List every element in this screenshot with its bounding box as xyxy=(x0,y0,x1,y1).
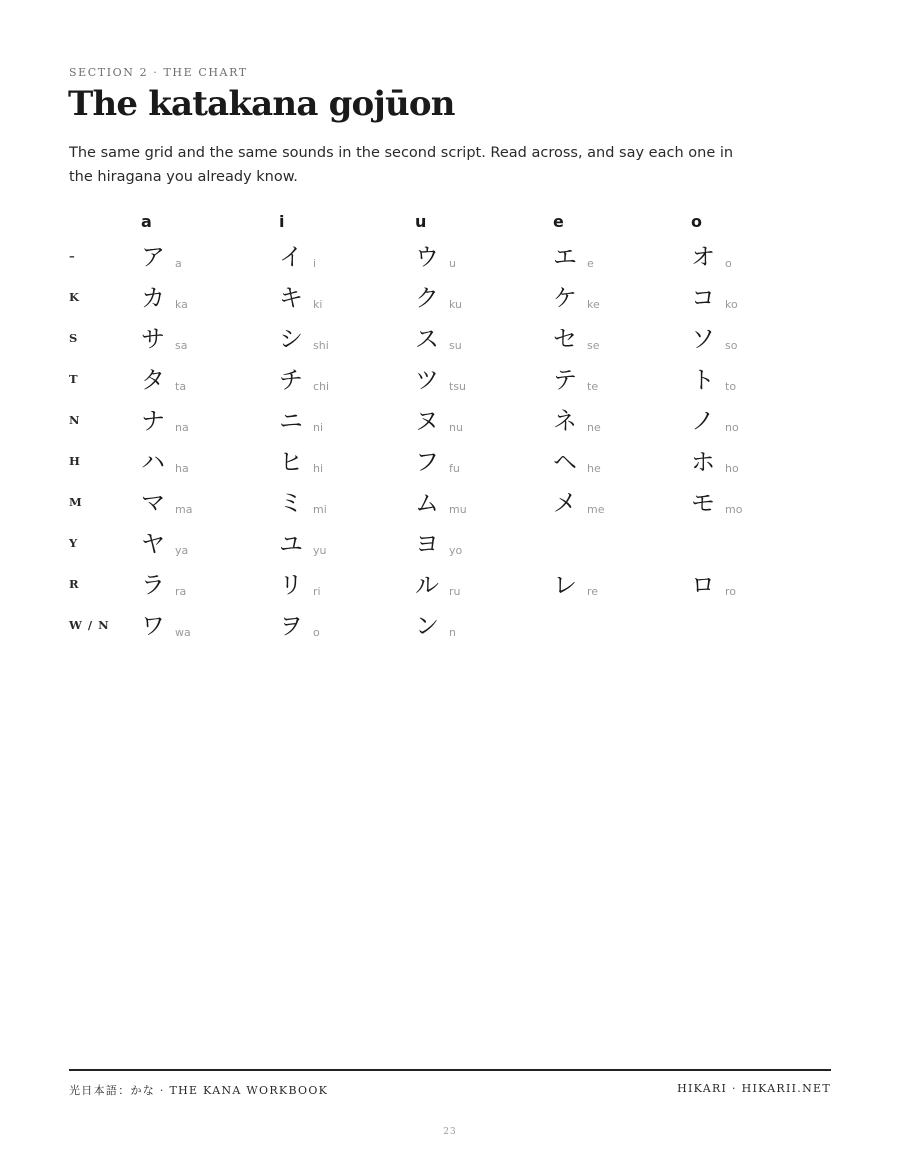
chart-row xyxy=(69,242,831,283)
romaji-reading: ya xyxy=(175,544,189,557)
kana-character: ハ xyxy=(141,448,165,476)
chart-row xyxy=(69,283,831,324)
kana-character: オ xyxy=(691,243,715,271)
vowel-header-row xyxy=(69,208,831,242)
kana-cell xyxy=(279,488,409,529)
kana-character: ト xyxy=(691,366,715,394)
kana-cell xyxy=(141,365,271,406)
kana-cell xyxy=(415,611,545,652)
romaji-reading: wa xyxy=(175,626,191,639)
row-label: – xyxy=(69,249,76,263)
chart-row xyxy=(69,570,831,611)
kana-cell xyxy=(141,488,271,529)
kana-character: ニ xyxy=(279,407,303,435)
romaji-reading: ru xyxy=(449,585,461,598)
page-number: 23 xyxy=(443,1127,457,1137)
row-label: S xyxy=(69,331,79,345)
kana-character: ミ xyxy=(279,489,303,517)
kana-character: テ xyxy=(553,366,577,394)
kana-cell xyxy=(279,611,409,652)
romaji-reading: fu xyxy=(449,462,460,475)
kana-character: ク xyxy=(415,284,439,312)
kana-cell xyxy=(553,488,683,529)
kana-character: サ xyxy=(141,325,165,353)
romaji-reading: ha xyxy=(175,462,189,475)
kana-cell xyxy=(553,447,683,488)
kana-cell xyxy=(691,447,821,488)
chart-row xyxy=(69,529,831,570)
kana-character: ロ xyxy=(691,571,715,599)
romaji-reading: na xyxy=(175,421,189,434)
kana-character: ツ xyxy=(415,366,439,394)
romaji-reading: mi xyxy=(313,503,327,516)
row-label: K xyxy=(69,290,80,304)
kana-cell xyxy=(691,570,821,611)
romaji-reading: ne xyxy=(587,421,601,434)
romaji-reading: mu xyxy=(449,503,467,516)
romaji-reading: shi xyxy=(313,339,329,352)
vowel-header-o: o xyxy=(691,212,702,231)
kana-cell xyxy=(691,529,821,570)
footer-publisher: HIKARI · HIKARII.NET xyxy=(677,1082,831,1095)
kana-character: モ xyxy=(691,489,715,517)
chart-rows xyxy=(69,242,831,652)
katakana-chart xyxy=(69,208,831,652)
kana-cell xyxy=(279,324,409,365)
kana-cell xyxy=(553,529,683,570)
vowel-header-i: i xyxy=(279,212,285,231)
kana-cell xyxy=(691,365,821,406)
kana-character: リ xyxy=(279,571,303,599)
chart-row xyxy=(69,365,831,406)
romaji-reading: me xyxy=(587,503,605,516)
romaji-reading: ro xyxy=(725,585,737,598)
chart-row xyxy=(69,447,831,488)
kana-character: ケ xyxy=(553,284,577,312)
romaji-reading: ka xyxy=(175,298,188,311)
kana-character: ネ xyxy=(553,407,577,435)
kana-character: コ xyxy=(691,284,715,312)
kana-cell xyxy=(553,406,683,447)
romaji-reading: te xyxy=(587,380,599,393)
kana-cell xyxy=(279,406,409,447)
footer-book-title: 光日本語：かな · THE KANA WORKBOOK xyxy=(69,1084,329,1097)
row-label: H xyxy=(69,454,81,468)
romaji-reading: ho xyxy=(725,462,739,475)
kana-cell xyxy=(691,242,821,283)
chart-row xyxy=(69,324,831,365)
kana-character: ヤ xyxy=(141,530,165,558)
kana-character: カ xyxy=(141,284,165,312)
chart-row xyxy=(69,611,831,652)
kana-cell xyxy=(415,283,545,324)
row-label: R xyxy=(69,577,80,591)
romaji-reading: so xyxy=(725,339,738,352)
row-label: Y xyxy=(69,536,79,550)
romaji-reading: n xyxy=(449,626,456,639)
kana-cell xyxy=(141,406,271,447)
kana-character: ユ xyxy=(279,530,303,558)
kana-cell xyxy=(141,324,271,365)
romaji-reading: ki xyxy=(313,298,323,311)
romaji-reading: tsu xyxy=(449,380,467,393)
vowel-header-e: e xyxy=(553,212,564,231)
kana-character: エ xyxy=(553,243,577,271)
footer-rule xyxy=(69,1069,831,1071)
romaji-reading: re xyxy=(587,585,599,598)
row-label: N xyxy=(69,413,81,427)
romaji-reading: e xyxy=(587,257,594,270)
kana-cell xyxy=(553,365,683,406)
kana-character: マ xyxy=(141,489,165,517)
kana-cell xyxy=(553,283,683,324)
kana-character: ヘ xyxy=(553,448,577,476)
romaji-reading: sa xyxy=(175,339,188,352)
romaji-reading: ri xyxy=(313,585,321,598)
kana-character: ソ xyxy=(691,325,715,353)
kana-cell xyxy=(691,324,821,365)
intro-paragraph: The same grid and the same sounds in the second script. Read across, and say each one in the hiragana you already know. xyxy=(69,145,734,185)
kana-cell xyxy=(415,529,545,570)
romaji-reading: hi xyxy=(313,462,324,475)
romaji-reading: yo xyxy=(449,544,463,557)
kana-character: ス xyxy=(415,325,439,353)
kana-cell xyxy=(279,447,409,488)
romaji-reading: mo xyxy=(725,503,743,516)
kana-cell xyxy=(691,488,821,529)
kana-cell xyxy=(141,242,271,283)
kana-cell xyxy=(279,365,409,406)
kana-character: ン xyxy=(415,612,439,640)
kana-cell xyxy=(415,488,545,529)
kana-character: ウ xyxy=(415,243,439,271)
kana-character: ヲ xyxy=(279,612,303,640)
page-title: The katakana gojūon xyxy=(68,84,455,124)
romaji-reading: no xyxy=(725,421,739,434)
kana-cell xyxy=(691,406,821,447)
kana-cell xyxy=(415,242,545,283)
romaji-reading: u xyxy=(449,257,456,270)
romaji-reading: ra xyxy=(175,585,187,598)
romaji-reading: to xyxy=(725,380,737,393)
row-label: M xyxy=(69,495,83,509)
kana-character: ル xyxy=(415,571,439,599)
section-eyebrow: SECTION 2 · THE CHART xyxy=(69,66,248,79)
kana-character: ヨ xyxy=(415,530,439,558)
kana-character: ム xyxy=(415,489,439,517)
kana-character: ア xyxy=(141,243,165,271)
kana-cell xyxy=(141,529,271,570)
kana-cell xyxy=(553,570,683,611)
kana-cell xyxy=(415,447,545,488)
romaji-reading: o xyxy=(313,626,320,639)
kana-cell xyxy=(279,242,409,283)
kana-cell xyxy=(415,365,545,406)
kana-cell xyxy=(553,611,683,652)
vowel-header-u: u xyxy=(415,212,427,231)
romaji-reading: ma xyxy=(175,503,193,516)
romaji-reading: chi xyxy=(313,380,330,393)
romaji-reading: su xyxy=(449,339,462,352)
kana-cell xyxy=(415,570,545,611)
kana-character: ラ xyxy=(141,571,165,599)
kana-cell xyxy=(415,406,545,447)
vowel-header-a: a xyxy=(141,212,152,231)
romaji-reading: he xyxy=(587,462,601,475)
kana-character: チ xyxy=(279,366,303,394)
kana-character: ヒ xyxy=(279,448,303,476)
kana-character: ヌ xyxy=(415,407,439,435)
kana-cell xyxy=(691,611,821,652)
kana-cell xyxy=(141,447,271,488)
row-label: T xyxy=(69,372,79,386)
kana-cell xyxy=(553,324,683,365)
romaji-reading: ni xyxy=(313,421,324,434)
kana-character: イ xyxy=(279,243,303,271)
romaji-reading: ke xyxy=(587,298,600,311)
kana-character: レ xyxy=(553,571,577,599)
romaji-reading: ko xyxy=(725,298,738,311)
romaji-reading: nu xyxy=(449,421,463,434)
kana-character: タ xyxy=(141,366,165,394)
kana-cell xyxy=(691,283,821,324)
kana-cell xyxy=(141,570,271,611)
chart-row xyxy=(69,488,831,529)
romaji-reading: yu xyxy=(313,544,327,557)
romaji-reading: o xyxy=(725,257,732,270)
kana-cell xyxy=(279,283,409,324)
kana-character: メ xyxy=(553,489,577,517)
kana-cell xyxy=(279,529,409,570)
kana-character: ノ xyxy=(691,407,715,435)
kana-cell xyxy=(141,283,271,324)
row-label: W / N xyxy=(69,618,110,632)
kana-cell xyxy=(553,242,683,283)
chart-row xyxy=(69,406,831,447)
kana-character: セ xyxy=(553,325,577,353)
kana-character: ナ xyxy=(141,407,165,435)
kana-cell xyxy=(279,570,409,611)
kana-cell xyxy=(141,611,271,652)
kana-character: シ xyxy=(279,325,303,353)
kana-cell xyxy=(415,324,545,365)
kana-character: ワ xyxy=(141,612,165,640)
romaji-reading: i xyxy=(313,257,317,270)
romaji-reading: a xyxy=(175,257,182,270)
romaji-reading: ta xyxy=(175,380,187,393)
romaji-reading: ku xyxy=(449,298,463,311)
kana-character: フ xyxy=(415,448,439,476)
kana-character: ホ xyxy=(691,448,715,476)
romaji-reading: se xyxy=(587,339,600,352)
kana-character: キ xyxy=(279,284,303,312)
